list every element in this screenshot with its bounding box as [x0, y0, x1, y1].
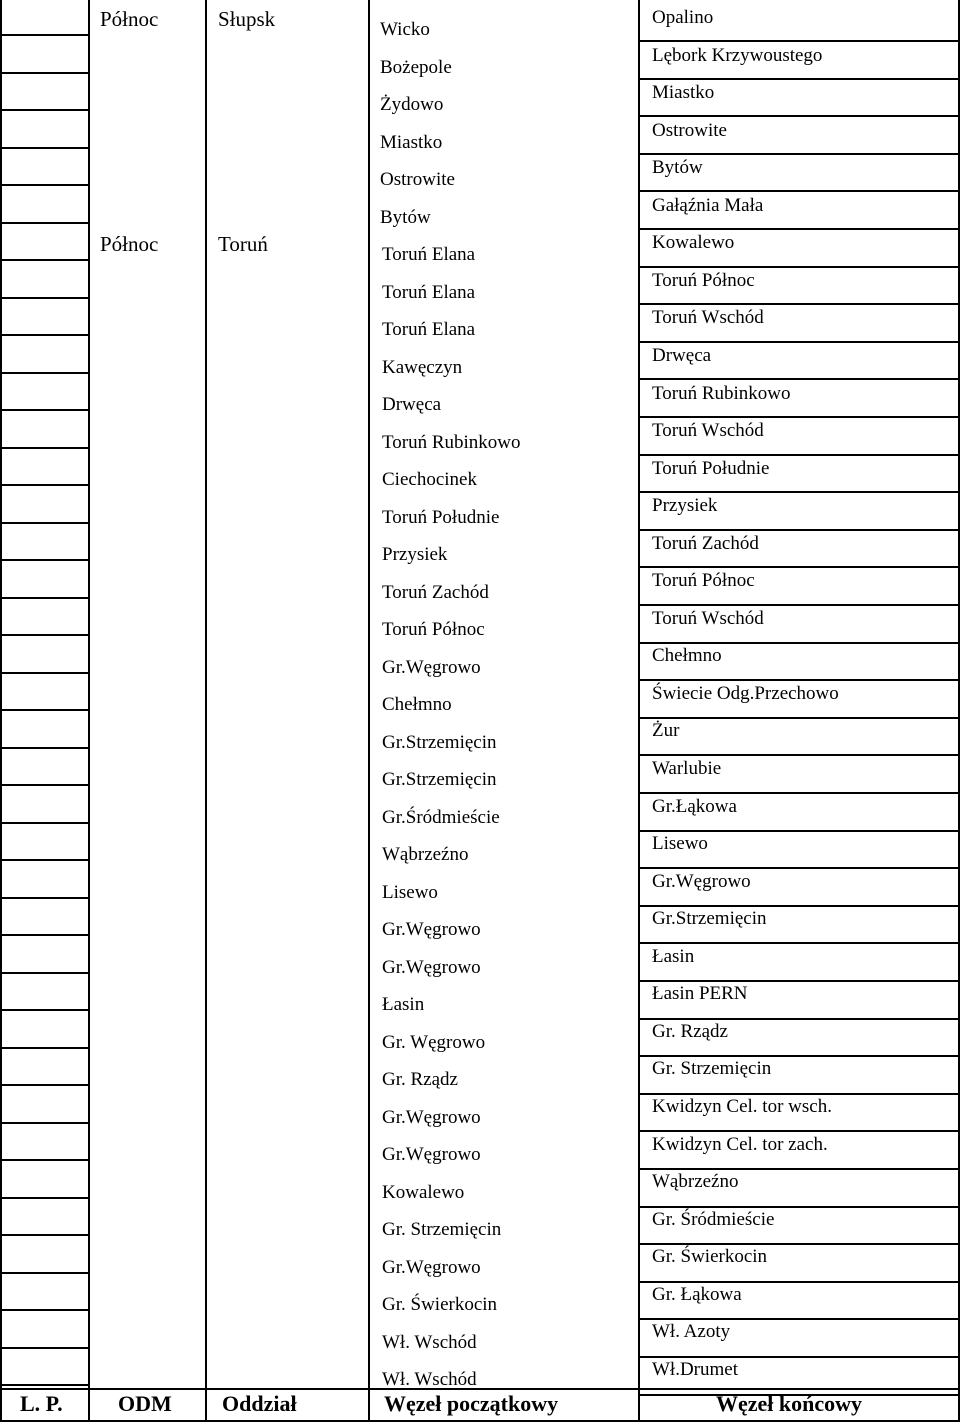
- row-divider: [0, 72, 88, 74]
- row-divider: [638, 416, 958, 418]
- row-divider: [638, 1206, 958, 1208]
- row-divider: [638, 1281, 958, 1283]
- end-node-cell: Gr.Węgrowo: [652, 871, 751, 892]
- row-divider: [638, 1243, 958, 1245]
- row-divider: [0, 1084, 88, 1086]
- end-node-cell: Gr. Śródmieście: [652, 1209, 775, 1230]
- row-divider: [638, 529, 958, 531]
- end-node-cell: Ostrowite: [652, 120, 727, 141]
- row-divider: [0, 409, 88, 411]
- end-node-cell: Łasin PERN: [652, 983, 748, 1004]
- row-divider: [0, 334, 88, 336]
- start-node-cell: Toruń Południe: [382, 507, 500, 528]
- row-divider: [638, 190, 958, 192]
- end-node-cell: Toruń Wschód: [652, 608, 764, 629]
- start-node-cell: Drwęca: [382, 394, 442, 415]
- start-node-cell: Chełmno: [382, 694, 452, 715]
- start-node-header: Węzeł początkowy: [384, 1391, 559, 1416]
- start-node-cell: Gr. Strzemięcin: [382, 1219, 502, 1240]
- start-node-cell: Kawęczyn: [382, 357, 463, 378]
- row-divider: [0, 1347, 88, 1349]
- row-divider: [638, 1018, 958, 1020]
- start-node-cell: Toruń Elana: [382, 282, 476, 303]
- end-node-cell: Kwidzyn Cel. tor zach.: [652, 1134, 828, 1155]
- start-node-cell: Gr.Węgrowo: [382, 1257, 481, 1278]
- lp-header: L. P.: [20, 1391, 63, 1416]
- end-node-cell: Gałąźnia Mała: [652, 195, 764, 216]
- end-node-cell: Toruń Wschód: [652, 420, 764, 441]
- row-divider: [638, 1318, 958, 1320]
- start-node-cell: Toruń Elana: [382, 319, 476, 340]
- row-divider: [0, 1122, 88, 1124]
- row-divider: [638, 378, 958, 380]
- row-divider: [0, 109, 88, 111]
- end-node-cell: Toruń Zachód: [652, 533, 759, 554]
- row-divider: [0, 522, 88, 524]
- row-divider: [0, 1384, 88, 1386]
- row-divider: [638, 980, 958, 982]
- row-divider: [0, 1234, 88, 1236]
- row-divider: [0, 672, 88, 674]
- start-node-cell: Bożepole: [380, 57, 452, 78]
- start-node-cell: Wł. Wschód: [382, 1369, 477, 1390]
- row-divider: [0, 297, 88, 299]
- row-divider: [0, 184, 88, 186]
- start-node-cell: Wąbrzeźno: [382, 844, 469, 865]
- row-divider: [638, 717, 958, 719]
- odm-header: ODM: [118, 1391, 172, 1416]
- oddzial-header: Oddział: [222, 1391, 297, 1416]
- row-divider: [0, 372, 88, 374]
- end-node-cell: Chełmno: [652, 645, 722, 666]
- end-node-cell: Gr. Rządz: [652, 1021, 728, 1042]
- start-node-cell: Toruń Rubinkowo: [382, 432, 521, 453]
- row-divider: [638, 566, 958, 568]
- column-divider: [368, 0, 370, 1422]
- end-node-cell: Kowalewo: [652, 232, 735, 253]
- start-node-cell: Toruń Elana: [382, 244, 476, 265]
- row-divider: [0, 934, 88, 936]
- end-node-cell: Gr. Strzemięcin: [652, 1058, 772, 1079]
- oddzial-cell: Toruń: [218, 232, 268, 256]
- row-divider: [638, 303, 958, 305]
- row-divider: [638, 78, 958, 80]
- start-node-cell: Gr.Strzemięcin: [382, 732, 497, 753]
- end-node-cell: Warlubie: [652, 758, 722, 779]
- end-node-cell: Wł. Azoty: [652, 1321, 731, 1342]
- column-divider: [205, 0, 207, 1422]
- start-node-cell: Przysiek: [382, 544, 448, 565]
- odm-cell: Północ: [100, 232, 159, 256]
- end-node-cell: Gr.Łąkowa: [652, 796, 737, 817]
- start-node-cell: Lisewo: [382, 882, 438, 903]
- row-divider: [0, 222, 88, 224]
- row-divider: [638, 867, 958, 869]
- row-divider: [638, 266, 958, 268]
- start-node-cell: Ostrowite: [380, 169, 455, 190]
- end-node-cell: Świecie Odg.Przechowo: [652, 683, 839, 704]
- start-node-cell: Toruń Północ: [382, 619, 485, 640]
- row-divider: [0, 34, 88, 36]
- row-divider: [638, 454, 958, 456]
- end-node-cell: Wł.Drumet: [652, 1359, 739, 1380]
- row-divider: [0, 1197, 88, 1199]
- row-divider: [638, 1130, 958, 1132]
- start-node-cell: Wicko: [380, 19, 430, 40]
- row-divider: [0, 897, 88, 899]
- row-divider: [0, 1009, 88, 1011]
- odm-cell: Północ: [100, 7, 159, 31]
- row-divider: [638, 604, 958, 606]
- start-node-cell: Miastko: [380, 132, 443, 153]
- row-divider: [0, 597, 88, 599]
- row-divider: [0, 1159, 88, 1161]
- row-divider: [0, 559, 88, 561]
- row-divider: [638, 115, 958, 117]
- end-node-cell: Przysiek: [652, 495, 718, 516]
- end-node-cell: Wąbrzeźno: [652, 1171, 739, 1192]
- start-node-cell: Łasin: [382, 994, 425, 1015]
- start-node-cell: Gr. Węgrowo: [382, 1032, 486, 1053]
- end-node-cell: Toruń Południe: [652, 458, 770, 479]
- row-divider: [0, 747, 88, 749]
- row-divider: [0, 709, 88, 711]
- start-node-cell: Gr. Świerkocin: [382, 1294, 498, 1315]
- end-node-cell: Drwęca: [652, 345, 712, 366]
- end-node-cell: Toruń Północ: [652, 570, 755, 591]
- start-node-cell: Gr. Rządz: [382, 1069, 458, 1090]
- end-node-cell: Bytów: [652, 157, 703, 178]
- row-divider: [0, 447, 88, 449]
- start-node-cell: Gr.Węgrowo: [382, 1144, 481, 1165]
- end-node-cell: Toruń Rubinkowo: [652, 383, 791, 404]
- row-divider: [638, 228, 958, 230]
- row-divider: [638, 792, 958, 794]
- start-node-cell: Gr.Węgrowo: [382, 957, 481, 978]
- end-node-cell: Żur: [652, 720, 680, 741]
- end-node-cell: Kwidzyn Cel. tor wsch.: [652, 1096, 832, 1117]
- column-divider: [638, 0, 640, 1422]
- end-node-cell: Gr. Świerkocin: [652, 1246, 768, 1267]
- row-divider: [638, 341, 958, 343]
- end-node-cell: Toruń Północ: [652, 270, 755, 291]
- row-divider: [638, 1093, 958, 1095]
- start-node-cell: Ciechocinek: [382, 469, 477, 490]
- row-divider: [638, 830, 958, 832]
- row-divider: [0, 634, 88, 636]
- row-divider: [0, 147, 88, 149]
- start-node-cell: Gr.Strzemięcin: [382, 769, 497, 790]
- row-divider: [638, 679, 958, 681]
- start-node-cell: Żydowo: [380, 94, 444, 115]
- row-divider: [638, 153, 958, 155]
- start-node-cell: Toruń Zachód: [382, 582, 489, 603]
- end-node-cell: Opalino: [652, 7, 714, 28]
- end-node-cell: Toruń Wschód: [652, 307, 764, 328]
- start-node-cell: Gr.Węgrowo: [382, 919, 481, 940]
- row-divider: [0, 1047, 88, 1049]
- row-divider: [0, 1272, 88, 1274]
- end-node-cell: Lisewo: [652, 833, 708, 854]
- oddzial-cell: Słupsk: [218, 7, 276, 31]
- start-node-cell: Kowalewo: [382, 1182, 465, 1203]
- row-divider: [638, 1055, 958, 1057]
- end-node-cell: Gr. Łąkowa: [652, 1284, 742, 1305]
- row-divider: [638, 754, 958, 756]
- end-node-header: Węzeł końcowy: [716, 1391, 863, 1416]
- row-divider: [0, 859, 88, 861]
- start-node-cell: Gr.Węgrowo: [382, 1107, 481, 1128]
- column-divider: [88, 0, 90, 1422]
- start-node-cell: Wł. Wschód: [382, 1332, 477, 1353]
- end-node-cell: Lębork Krzywoustego: [652, 45, 823, 66]
- row-divider: [0, 259, 88, 261]
- end-node-cell: Miastko: [652, 82, 715, 103]
- row-divider: [0, 822, 88, 824]
- column-divider: [0, 0, 2, 1422]
- row-divider: [638, 40, 958, 42]
- row-divider: [0, 784, 88, 786]
- start-node-cell: Bytów: [380, 207, 431, 228]
- end-node-cell: Łasin: [652, 946, 695, 967]
- row-divider: [0, 1309, 88, 1311]
- row-divider: [638, 942, 958, 944]
- start-node-cell: Gr.Śródmieście: [382, 807, 500, 828]
- start-node-cell: Gr.Węgrowo: [382, 657, 481, 678]
- end-node-cell: Gr.Strzemięcin: [652, 908, 767, 929]
- row-divider: [638, 491, 958, 493]
- row-divider: [0, 972, 88, 974]
- row-divider: [638, 1356, 958, 1358]
- row-divider: [638, 1168, 958, 1170]
- row-divider: [638, 905, 958, 907]
- row-divider: [0, 484, 88, 486]
- row-divider: [638, 642, 958, 644]
